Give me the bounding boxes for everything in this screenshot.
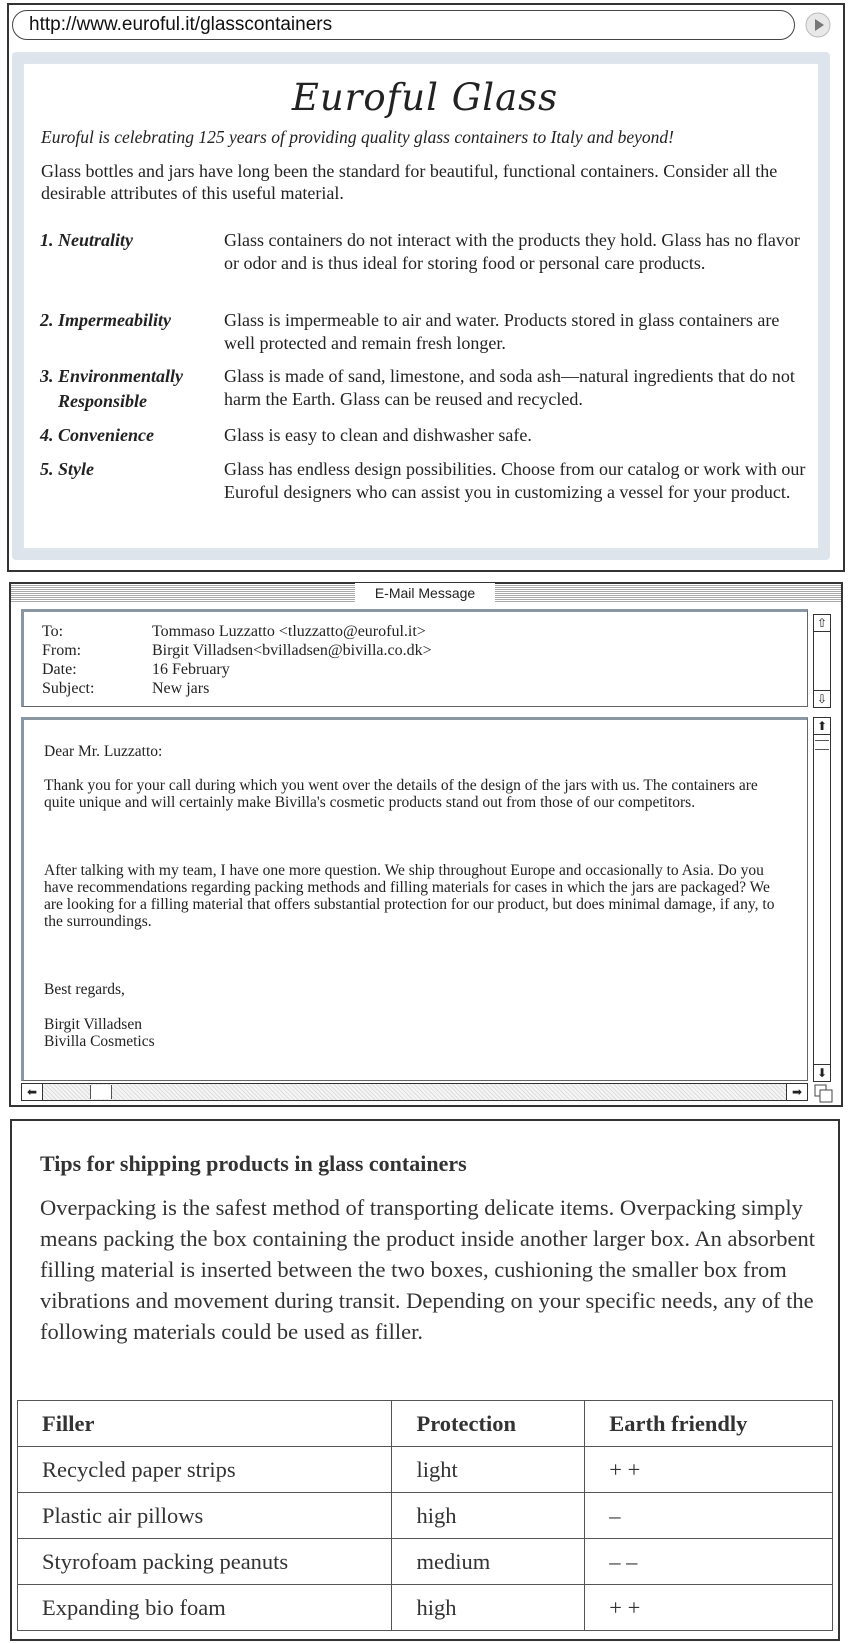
scroll-left-arrow-icon[interactable]: ⬅	[21, 1083, 43, 1101]
horizontal-scrollbar[interactable]	[21, 1083, 808, 1101]
scroll-up-arrow-icon[interactable]: ⬆	[813, 717, 831, 735]
scroll-down-arrow-icon[interactable]: ⇩	[813, 690, 831, 708]
url-bar[interactable]	[12, 10, 795, 40]
email-signature-name: Birgit Villadsen	[44, 1016, 142, 1033]
table-cell: + +	[585, 1585, 833, 1631]
to-label: To:	[42, 623, 64, 640]
attribute-label-line2: Responsible	[58, 391, 148, 411]
table-cell: high	[392, 1493, 585, 1539]
window-title: E-Mail Message	[355, 583, 495, 603]
subject-label: Subject:	[42, 680, 95, 697]
filler-table	[17, 1400, 833, 1631]
tagline: Euroful is celebrating 125 years of providing quality glass containers to Italy and beyond!	[41, 127, 674, 147]
scroll-thumb[interactable]	[815, 740, 829, 750]
table-row	[18, 1447, 833, 1493]
scroll-up-arrow-icon[interactable]: ⇧	[813, 614, 831, 632]
table-cell: + +	[585, 1447, 833, 1493]
resize-handle-icon[interactable]	[814, 1084, 834, 1104]
attribute-label: 1. Neutrality	[40, 230, 133, 250]
attribute-text: Glass is made of sand, limestone, and soda ash—natural ingredients that do not harm the Earth. Glass can be reused and recycled.	[224, 366, 795, 409]
intro-text: Glass bottles and jars have long been the standard for beautiful, functional containers. Consider all the desirable attributes of this useful material.	[41, 161, 778, 203]
column-header: Earth friendly	[585, 1401, 833, 1447]
from-value: Birgit Villadsen<bvilladsen@bivilla.co.dk>	[152, 642, 432, 659]
table-cell: Recycled paper strips	[18, 1447, 392, 1493]
tips-body: Overpacking is the safest method of transporting delicate items. Overpacking simply means packing the box containing the product inside another larger box. An absorbent filling material is inserted between the two boxes, cushioning the smaller box from vibrations and movement during transit. Depending on your specific needs, any of the following materials could be used as filler.	[40, 1195, 816, 1344]
email-greeting: Dear Mr. Luzzatto:	[44, 743, 163, 760]
attribute-text: Glass is easy to clean and dishwasher safe.	[224, 425, 532, 445]
table-row	[18, 1539, 833, 1585]
to-value: Tommaso Luzzatto <tluzzatto@euroful.it>	[152, 623, 426, 640]
email-closing: Best regards,	[44, 981, 125, 998]
attribute-text: Glass containers do not interact with the products they hold. Glass has no flavor or odor and is thus ideal for storing food or personal care products.	[224, 230, 800, 273]
attribute-label: 3. Environmentally	[40, 366, 184, 386]
email-paragraph: After talking with my team, I have one more question. We ship throughout Europe and occasionally to Asia. Do you have recommendations regarding packing methods and filling materials for cases in which the jars are packaged? We are looking for a filling material that offers substantial protection for our product, but does minimal damage, if any, to the surroundings.	[44, 862, 775, 930]
scroll-down-arrow-icon[interactable]: ⬇	[813, 1064, 831, 1082]
url-text: http://www.euroful.it/glasscontainers	[29, 14, 333, 35]
table-cell: Expanding bio foam	[18, 1585, 392, 1631]
table-cell: Styrofoam packing peanuts	[18, 1539, 392, 1585]
table-cell: –	[585, 1493, 833, 1539]
site-logo: Euroful Glass	[291, 76, 559, 119]
scroll-right-arrow-icon[interactable]: ➡	[786, 1083, 808, 1101]
email-signature-company: Bivilla Cosmetics	[44, 1033, 155, 1050]
table-cell: Plastic air pillows	[18, 1493, 392, 1539]
table-cell: high	[392, 1585, 585, 1631]
attribute-label: 5. Style	[40, 459, 94, 479]
tips-title: Tips for shipping products in glass containers	[40, 1151, 467, 1176]
table-header-row	[18, 1401, 833, 1447]
table-row	[18, 1585, 833, 1631]
go-arrow-icon[interactable]	[805, 12, 831, 38]
subject-value: New jars	[152, 680, 210, 697]
from-label: From:	[42, 642, 82, 659]
table-cell: – –	[585, 1539, 833, 1585]
date-label: Date:	[42, 661, 77, 678]
attribute-text: Glass has endless design possibilities. Choose from our catalog or work with our Euroful designers who can assist you in customizing a vessel for your product.	[224, 459, 806, 502]
attribute-label: 2. Impermeability	[40, 310, 171, 330]
table-row	[18, 1493, 833, 1539]
table-cell: medium	[392, 1539, 585, 1585]
column-header: Filler	[18, 1401, 392, 1447]
date-value: 16 February	[152, 661, 230, 678]
attribute-text: Glass is impermeable to air and water. Products stored in glass containers are well protected and remain fresh longer.	[224, 310, 780, 353]
horizontal-scroll-thumb[interactable]	[90, 1085, 112, 1099]
column-header: Protection	[392, 1401, 585, 1447]
body-scrollbar[interactable]	[813, 717, 831, 1082]
attribute-label: 4. Convenience	[40, 425, 154, 445]
table-cell: light	[392, 1447, 585, 1493]
email-paragraph: Thank you for your call during which you went over the details of the design of the jars with us. The containers are quite unique and will certainly make Bivilla's cosmetic products stand out from those of our competitors.	[44, 777, 758, 811]
